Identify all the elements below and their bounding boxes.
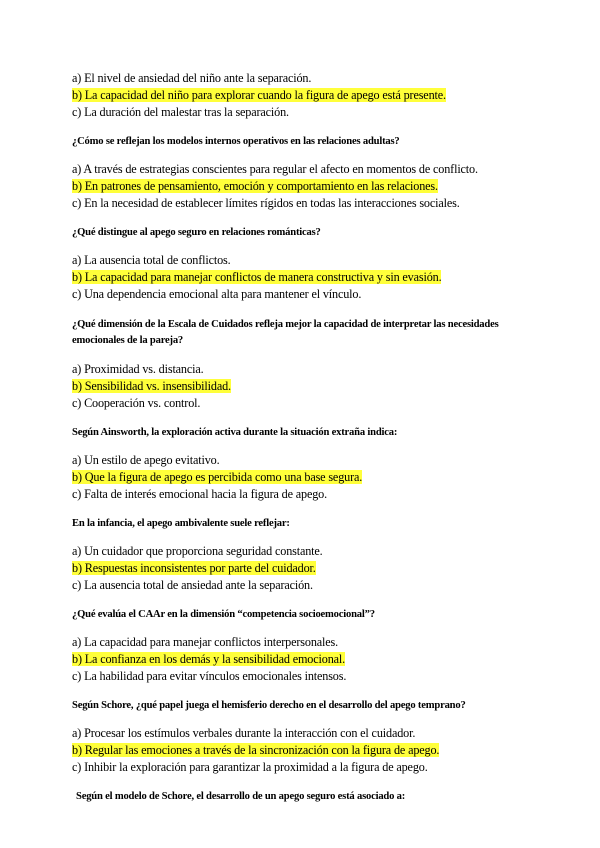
answer-option: c) La duración del malestar tras la separación.: [72, 105, 289, 119]
answer-option: a) Procesar los estímulos verbales durante la interacción con el cuidador.: [72, 726, 416, 740]
answer-option: c) La habilidad para evitar vínculos emocionales intensos.: [72, 669, 347, 683]
question-text: ¿Qué distingue al apego seguro en relaciones románticas?: [72, 227, 321, 238]
answer-option: c) Inhibir la exploración para garantizar la proximidad a la figura de apego.: [72, 760, 428, 774]
answer-option: a) La capacidad para manejar conflictos interpersonales.: [72, 635, 339, 649]
answer-option-highlighted: b) Regular las emociones a través de la sincronización con la figura de apego.: [72, 743, 440, 757]
question-block: [72, 699, 542, 776]
question-block: [72, 135, 542, 212]
question-text: Según Schore, ¿qué papel juega el hemisferio derecho en el desarrollo del apego temprano?: [72, 700, 466, 711]
answer-option: c) La ausencia total de ansiedad ante la separación.: [72, 578, 313, 592]
question-block: [72, 517, 542, 594]
answer-option: c) Falta de interés emocional hacia la figura de apego.: [72, 487, 328, 501]
answer-option-highlighted: b) Que la figura de apego es percibida como una base segura.: [72, 470, 363, 484]
answer-option-highlighted: b) En patrones de pensamiento, emoción y comportamiento en las relaciones.: [72, 179, 438, 193]
question-block: [72, 317, 542, 412]
answer-option: a) Un estilo de apego evitativo.: [72, 453, 220, 467]
question-text: En la infancia, el apego ambivalente suele reflejar:: [72, 518, 290, 529]
question-text: Según Ainsworth, la exploración activa durante la situación extraña indica:: [72, 427, 398, 438]
answer-option: c) Cooperación vs. control.: [72, 396, 201, 410]
answer-option: a) El nivel de ansiedad del niño ante la separación.: [72, 71, 312, 85]
answer-option: a) Proximidad vs. distancia.: [72, 362, 204, 376]
question-block: [72, 608, 542, 685]
answer-option-highlighted: b) Sensibilidad vs. insensibilidad.: [72, 379, 231, 393]
answer-option: c) En la necesidad de establecer límites rígidos en todas las interacciones sociales.: [72, 196, 460, 210]
answer-option: a) A través de estrategias conscientes para regular el afecto en momentos de conflicto.: [72, 162, 478, 176]
answer-option-highlighted: b) Respuestas inconsistentes por parte del cuidador.: [72, 561, 316, 575]
answer-option-highlighted: b) La capacidad del niño para explorar cuando la figura de apego está presente.: [72, 88, 446, 102]
question-block: [72, 426, 542, 503]
answer-option-highlighted: b) La confianza en los demás y la sensibilidad emocional.: [72, 652, 346, 666]
answer-option-highlighted: b) La capacidad para manejar conflictos de manera constructiva y sin evasión.: [72, 270, 442, 284]
question-block: [72, 226, 542, 303]
answer-option: c) Una dependencia emocional alta para mantener el vínculo.: [72, 287, 362, 301]
question-text: ¿Qué evalúa el CAAr en la dimensión “competencia socioemocional”?: [72, 609, 375, 620]
question-text: ¿Cómo se reflejan los modelos internos operativos en las relaciones adultas?: [72, 136, 400, 147]
document-page: [72, 70, 542, 804]
answer-option: a) Un cuidador que proporciona seguridad constante.: [72, 544, 323, 558]
question-text: Según el modelo de Schore, el desarrollo de un apego seguro está asociado a:: [76, 791, 406, 802]
question-text: ¿Qué dimensión de la Escala de Cuidados refleja mejor la capacidad de interpretar las necesidades emocionales de la pareja?: [72, 319, 499, 346]
question-block: [72, 70, 542, 121]
answer-option: a) La ausencia total de conflictos.: [72, 253, 231, 267]
